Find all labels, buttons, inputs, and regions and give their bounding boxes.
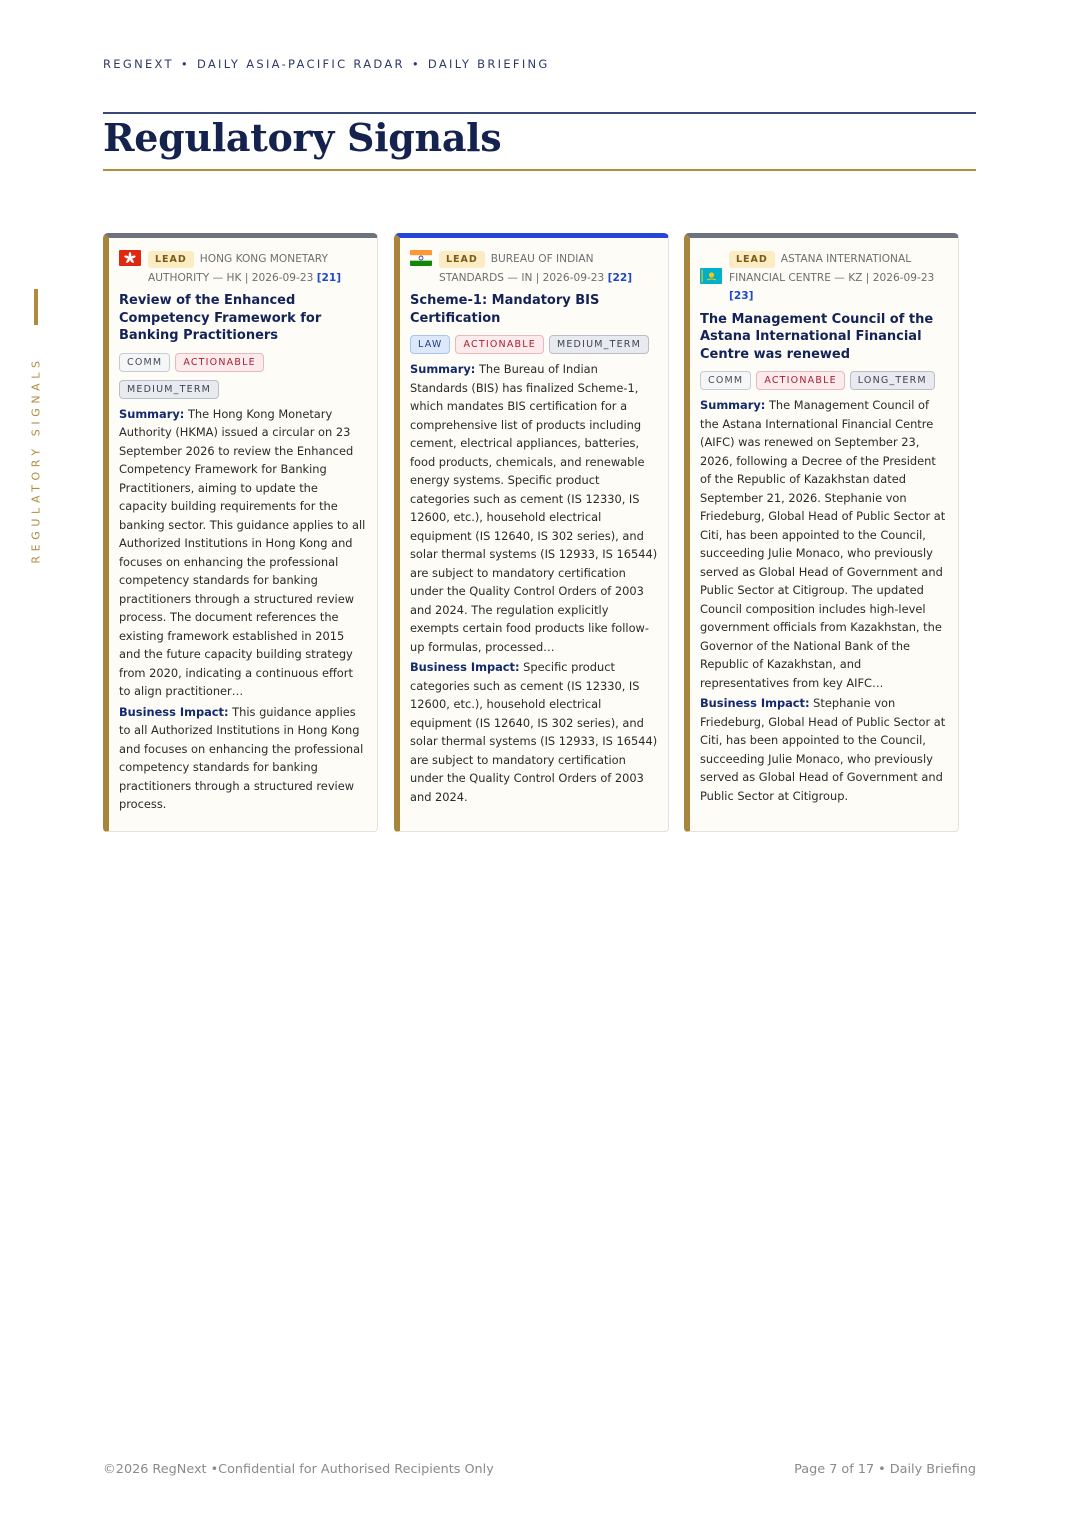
type-tag: LAW [410,335,450,354]
footer-copyright: ©2026 RegNext •Confidential for Authorised Recipients Only [103,1462,494,1477]
header-separator: • [180,57,190,71]
card-meta [439,250,658,287]
impact-text: This guidance applies to all Authorized Institutions in Hong Kong and focuses on enhancing the professional competency standards for banking practitioners through a structured review process. [119,704,364,811]
card-title[interactable]: The Management Council of the Astana International Financial Centre was renewed [700,311,934,362]
signal-card-aifc[interactable] [684,233,959,832]
lead-badge: LEAD [729,251,775,268]
card-header [410,250,658,287]
horizon-tag: MEDIUM_TERM [119,380,219,399]
impact-text: Stephanie von Friedeburg, Global Head of Public Sector at Citi, has been appointed to the Council, succeeding Julie Monaco, who previously served as Global Head of Government and Public Sector at Citigroup. [700,696,946,803]
card-reference[interactable]: [21] [316,271,342,284]
header-publication: DAILY ASIA-PACIFIC RADAR [196,57,405,71]
impact-label: Business Impact: [119,704,229,719]
summary-text: The Bureau of Indian Standards (BIS) has finalized Scheme-1, which mandates BIS certification for a comprehensive list of products including cement, electrical appliances, batteries, food products, chemicals, and renewable energy systems. Specific product categories such as cement (IS 12330, IS 12600, etc.), household electrical equipment (IS 12640, IS 302 series), and solar thermal systems (IS 12933, IS 16544) are subject to mandatory certification under the Quality Control Orders of 2003 and 2024. The regulation explicitly exempts certain food products like follow-up formulas, processed… [410,362,658,654]
actionable-tag: ACTIONABLE [455,335,543,354]
impact-label: Business Impact: [700,696,810,710]
horizon-tag: LONG_TERM [850,371,935,390]
impact-label: Business Impact: [410,660,520,674]
title-rule-bottom [103,169,976,171]
header-brand: REGNEXT [103,57,174,71]
lead-badge: LEAD [148,251,194,268]
kazakhstan-flag-icon [700,268,722,284]
signal-card-hkma[interactable] [103,233,378,832]
card-source: ASTANA INTERNATIONAL FINANCIAL CENTRE — KZ | 2026-09-23 [729,253,935,284]
lead-badge: LEAD [439,251,485,268]
card-source: HONG KONG MONETARY AUTHORITY — HK | 2026-09-23 [148,253,328,284]
card-tags [700,367,948,394]
footer-page-number: Page 7 of 17 • Daily Briefing [794,1462,976,1477]
report-header [103,57,550,71]
card-title[interactable]: Review of the Enhanced Competency Framework for Banking Practitioners [119,293,322,343]
horizon-tag: MEDIUM_TERM [549,335,649,354]
card-business-impact [700,694,948,805]
card-business-impact [119,703,367,814]
actionable-tag: ACTIONABLE [175,353,263,372]
signal-card-bis[interactable] [394,233,669,832]
type-tag: COMM [119,353,170,372]
card-business-impact [410,658,658,806]
card-tags [410,331,658,358]
card-meta [148,250,367,287]
card-summary [700,396,948,692]
hong-kong-flag-icon [119,250,141,266]
summary-text: The Management Council of the Astana International Financial Centre (AIFC) was renewed on September 23, 2026, following a Decree of the President of the Republic of Kazakhstan dated September 21, 2026. Stephanie von Friedeburg, Global Head of Public Sector at Citi, has been appointed to the Council, succeeding Julie Monaco, who previously served as Global Head of Government and Public Sector at Citigroup. The updated Council composition includes high-level government officials from Kazakhstan, the Governor of the National Bank of the Republic of Kazakhstan, and representatives from key AIFC… [700,398,946,690]
header-edition: DAILY BRIEFING [427,57,550,71]
summary-label: Summary: [700,398,766,412]
card-tags [119,349,367,403]
card-title[interactable]: Scheme-1: Mandatory BIS Certification [410,293,600,326]
summary-text: The Hong Kong Monetary Authority (HKMA) issued a circular on 23 September 2026 to review the Enhanced Competency Framework for Banking Practitioners, aiming to update the capacity building requirements for the banking sector. This guidance applies to all Authorized Institutions in Hong Kong and focuses on enhancing the professional competency standards for banking practitioners through a structured review process. The document references the existing framework established in 2015 and the future capacity building strategy from 2020, indicating a continuous effort to align practitioner… [119,406,366,698]
type-tag: COMM [700,371,751,390]
card-reference[interactable]: [23] [729,290,754,302]
impact-text: Specific product categories such as cement (IS 12330, IS 12600, etc.), household electrical equipment (IS 12640, IS 302 series), and solar thermal systems (IS 12933, IS 16544) are subject to mandatory certification under the Quality Control Orders of 2003 and 2024. [410,660,658,804]
card-source: BUREAU OF INDIAN STANDARDS — IN | 2026-09-23 [439,253,608,284]
card-summary [410,360,658,656]
side-section-label: REGULATORY SIGNALS [29,356,43,564]
india-flag-icon [410,250,432,266]
header-separator: • [411,57,421,71]
card-summary [119,405,367,701]
card-header [119,250,367,287]
side-accent-bar [34,289,38,325]
actionable-tag: ACTIONABLE [756,371,844,390]
card-reference[interactable]: [22] [607,271,633,284]
card-meta [729,250,948,306]
summary-label: Summary: [119,406,185,421]
card-header [700,250,948,306]
page-title: Regulatory Signals [103,115,502,160]
summary-label: Summary: [410,362,476,376]
